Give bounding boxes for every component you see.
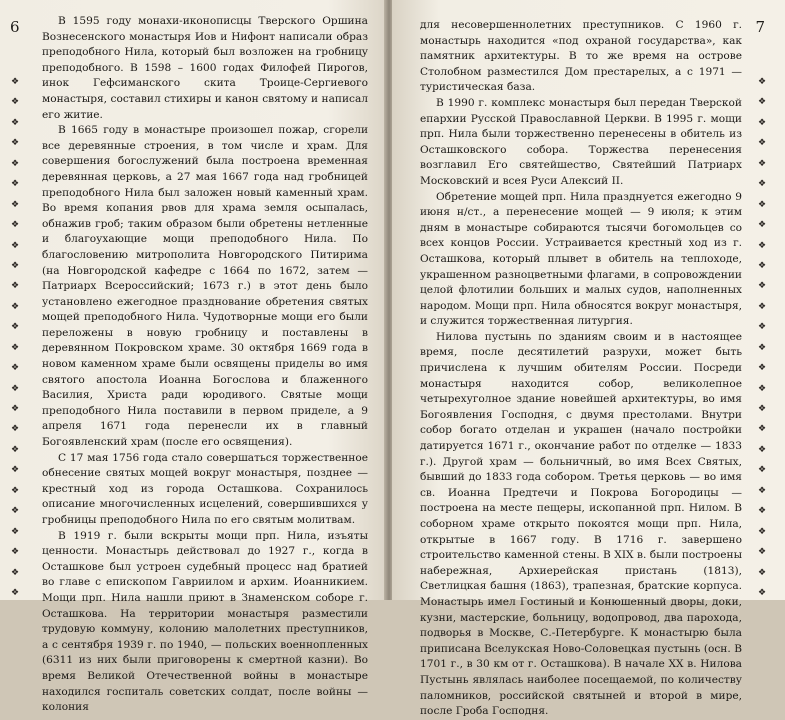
paragraph: В 1990 г. комплекс монастыря был передан Тверской епархии Русской Православной Церкви. В 1995 г. мощи прп. Нила были торжественно перенесены в обитель из Осташковского собора. Торжества перенесения возглавил Его святейшество, Святейший Патриарх Московский и всея Руси Алексий II. xyxy=(420,96,742,187)
ornament-icon: ❖ xyxy=(10,220,20,231)
left-page-text xyxy=(42,14,368,716)
ornament-icon: ❖ xyxy=(10,281,20,292)
ornament-icon: ❖ xyxy=(10,383,20,394)
ornament-icon: ❖ xyxy=(757,342,767,353)
ornament-icon: ❖ xyxy=(10,240,20,251)
ornament-icon: ❖ xyxy=(757,179,767,190)
ornament-icon: ❖ xyxy=(757,465,767,476)
ornament-icon: ❖ xyxy=(757,506,767,517)
ornament-icon: ❖ xyxy=(757,587,767,598)
ornament-icon: ❖ xyxy=(10,485,20,496)
ornament-icon: ❖ xyxy=(10,158,20,169)
ornament-icon: ❖ xyxy=(10,342,20,353)
ornament-icon: ❖ xyxy=(757,485,767,496)
ornament-icon: ❖ xyxy=(10,138,20,149)
paragraph: С 17 мая 1756 года стало совершаться торжественное обнесение святых мощей вокруг монастыря, позднее — крестный ход из города Осташкова. Сохранилось описание многочисленных исцелений, совершившихся у гробницы преподобного Нила по его святым молитвам. xyxy=(42,451,368,526)
ornament-icon: ❖ xyxy=(10,547,20,558)
ornament-icon: ❖ xyxy=(757,240,767,251)
ornament-icon: ❖ xyxy=(757,158,767,169)
ornament-icon: ❖ xyxy=(10,97,20,108)
ornament-icon: ❖ xyxy=(757,199,767,210)
ornament-icon: ❖ xyxy=(757,424,767,435)
page-number-right: 7 xyxy=(755,18,765,36)
ornament-icon: ❖ xyxy=(757,444,767,455)
ornament-icon: ❖ xyxy=(10,444,20,455)
right-page-text xyxy=(420,18,742,720)
paragraph: Нилова пустынь по зданиям своим и в настоящее время, после десятилетий разрухи, может быть причислена к лучшим обителям России. Посреди монастыря находится собор, великолепное четырехуголное здание новейшей архитектуры, во имя Богоявления Господня, с двумя престолами. Внутри собор богато отделан и украшен (начало постройки датируется 1671 г., окончание работ по отделке — 1833 г.). Другой храм — больничный, во имя Всех Святых, бывший до 1833 года собором. Третья церковь — во имя св. Иоанна Предтечи и Покрова Богородицы — построена на месте пещеры, ископанной прп. Нилом. В соборном храме открыто покоятся мощи прп. Нила, открытые в 1667 году. В 1716 г. завершено строительство каменной стены. В XIX в. были построены набережная, Архиерейская пристань (1813), Светлицкая башня (1863), трапезная, братские корпуса. Монастырь имел Гостиный и Конюшенный дворы, доки, кузни, мастерские, больницу, водопровод, два парохода, подворья в Москве, С.-Петербурге. К монастырю была приписана Вселукская Ново-Соловецкая пустынь (осн. В 1701 г., в 30 км от г. Осташкова). В начале XX в. Нилова Пустынь являлась наиболее посещаемой, по количеству паломников, российской святыней и второй в мире, после Гроба Господня. xyxy=(420,330,742,718)
ornament-icon: ❖ xyxy=(10,117,20,128)
ornament-icon: ❖ xyxy=(10,77,20,87)
ornament-icon: ❖ xyxy=(10,322,20,333)
ornament-icon: ❖ xyxy=(10,567,20,578)
left-page xyxy=(0,0,386,714)
ornament-icon: ❖ xyxy=(10,199,20,210)
ornament-icon: ❖ xyxy=(757,567,767,578)
right-ornament-border xyxy=(757,78,767,598)
paragraph: для несовершеннолетних преступников. С 1960 г. монастырь находится «под охраной государства», как памятник архитектуры. В то же время на острове Столобном разместился Дом престарелых, а с 1971 — туристическая база. xyxy=(420,19,742,94)
ornament-icon: ❖ xyxy=(757,77,767,87)
right-page xyxy=(392,0,785,718)
ornament-icon: ❖ xyxy=(757,281,767,292)
ornament-icon: ❖ xyxy=(757,526,767,537)
ornament-icon: ❖ xyxy=(757,383,767,394)
page-number-left: 6 xyxy=(10,18,20,36)
ornament-icon: ❖ xyxy=(757,322,767,333)
ornament-icon: ❖ xyxy=(10,587,20,598)
paragraph: В 1665 году в монастыре произошел пожар, сгорели все деревянные строения, в том числе и храм. Для совершения богослужений была построена временная деревянная церковь, а 27 мая 1667 года над гробницей преподобного Нила был заложен новый каменный храм. Во время копания рвов для храма земля осыпалась, обнажив гроб; таким образом были обретены нетленные и благоухающие мощи преподобного Нила. По благословению митрополита Новгородского Питирима (на Новгородской кафедре с 1664 по 1672, затем — Патриарх Всероссийский; 1673 г.) в этот день было установлено ежегодное празднование обретения святых мощей преподобного Нила. Чудотворные мощи его были переложены в новую гробницу и поставлены в деревянном Покровском храме. 30 октября 1669 года в новом каменном храме были освящены приделы во имя святого апостола Иоанна Богослова и блаженного Василия, Христа ради юродивого. Святые мощи преподобного Нила поставили в первом приделе, а 9 апреля 1671 года перенесли их в главный Богоявленский храм (после его освящения). xyxy=(42,124,368,449)
ornament-icon: ❖ xyxy=(10,526,20,537)
ornament-icon: ❖ xyxy=(10,424,20,435)
ornament-icon: ❖ xyxy=(10,260,20,271)
ornament-icon: ❖ xyxy=(757,547,767,558)
ornament-icon: ❖ xyxy=(757,117,767,128)
paragraph: В 1595 году монахи-иконописцы Тверского Оршина Вознесенского монастыря Иов и Нифонт написали образ преподобного Нила, который был возложен на гробницу преподобного. В 1598 – 1600 годах Филофей Пирогов, инок Гефсиманского скита Троице-Сергиевого монастыря, составил стихиры и канон святому и написал его житие. xyxy=(42,15,368,121)
ornament-icon: ❖ xyxy=(757,260,767,271)
ornament-icon: ❖ xyxy=(10,179,20,190)
ornament-icon: ❖ xyxy=(10,404,20,414)
left-ornament-border xyxy=(10,78,20,598)
ornament-icon: ❖ xyxy=(10,363,20,374)
ornament-icon: ❖ xyxy=(10,506,20,517)
ornament-icon: ❖ xyxy=(757,138,767,149)
ornament-icon: ❖ xyxy=(757,363,767,374)
ornament-icon: ❖ xyxy=(757,220,767,231)
ornament-icon: ❖ xyxy=(757,404,767,414)
ornament-icon: ❖ xyxy=(757,97,767,108)
ornament-icon: ❖ xyxy=(10,465,20,476)
paragraph: В 1919 г. были вскрыты мощи прп. Нила, изъяты ценности. Монастырь действовал до 1927 г., когда в Осташкове был устроен судебный процесс над братией во главе с епископом Гавриилом и архим. Иоанникием. Мощи прп. Нила нашли приют в Знаменском соборе г. Осташкова. На территории монастыря разместили трудовую коммуну, колонию малолетних преступников, а с сентября 1939 г. по 1940, — польских военнопленных (6311 из них были приговорены к смертной казни). Во время Великой Отечественной войны в монастыре находился госпиталь советских солдат, после войны — колония xyxy=(42,529,368,714)
paragraph: Обретение мощей прп. Нила празднуется ежегодно 9 июня н/ст., а перенесение мощей — 9 июля; к этим дням в монастыре собираются тысячи богомольцев со всех концов России. Устраивается крестный ход из г. Осташкова, который плывет в обитель на теплоходе, украшенном разноцветными флагами, в сопровождении целой флотилии больших и малых судов, наполненных народом. Мощи прп. Нила обносятся вокруг монастыря, и служится торжественная литургия. xyxy=(420,190,742,328)
ornament-icon: ❖ xyxy=(757,301,767,312)
ornament-icon: ❖ xyxy=(10,301,20,312)
